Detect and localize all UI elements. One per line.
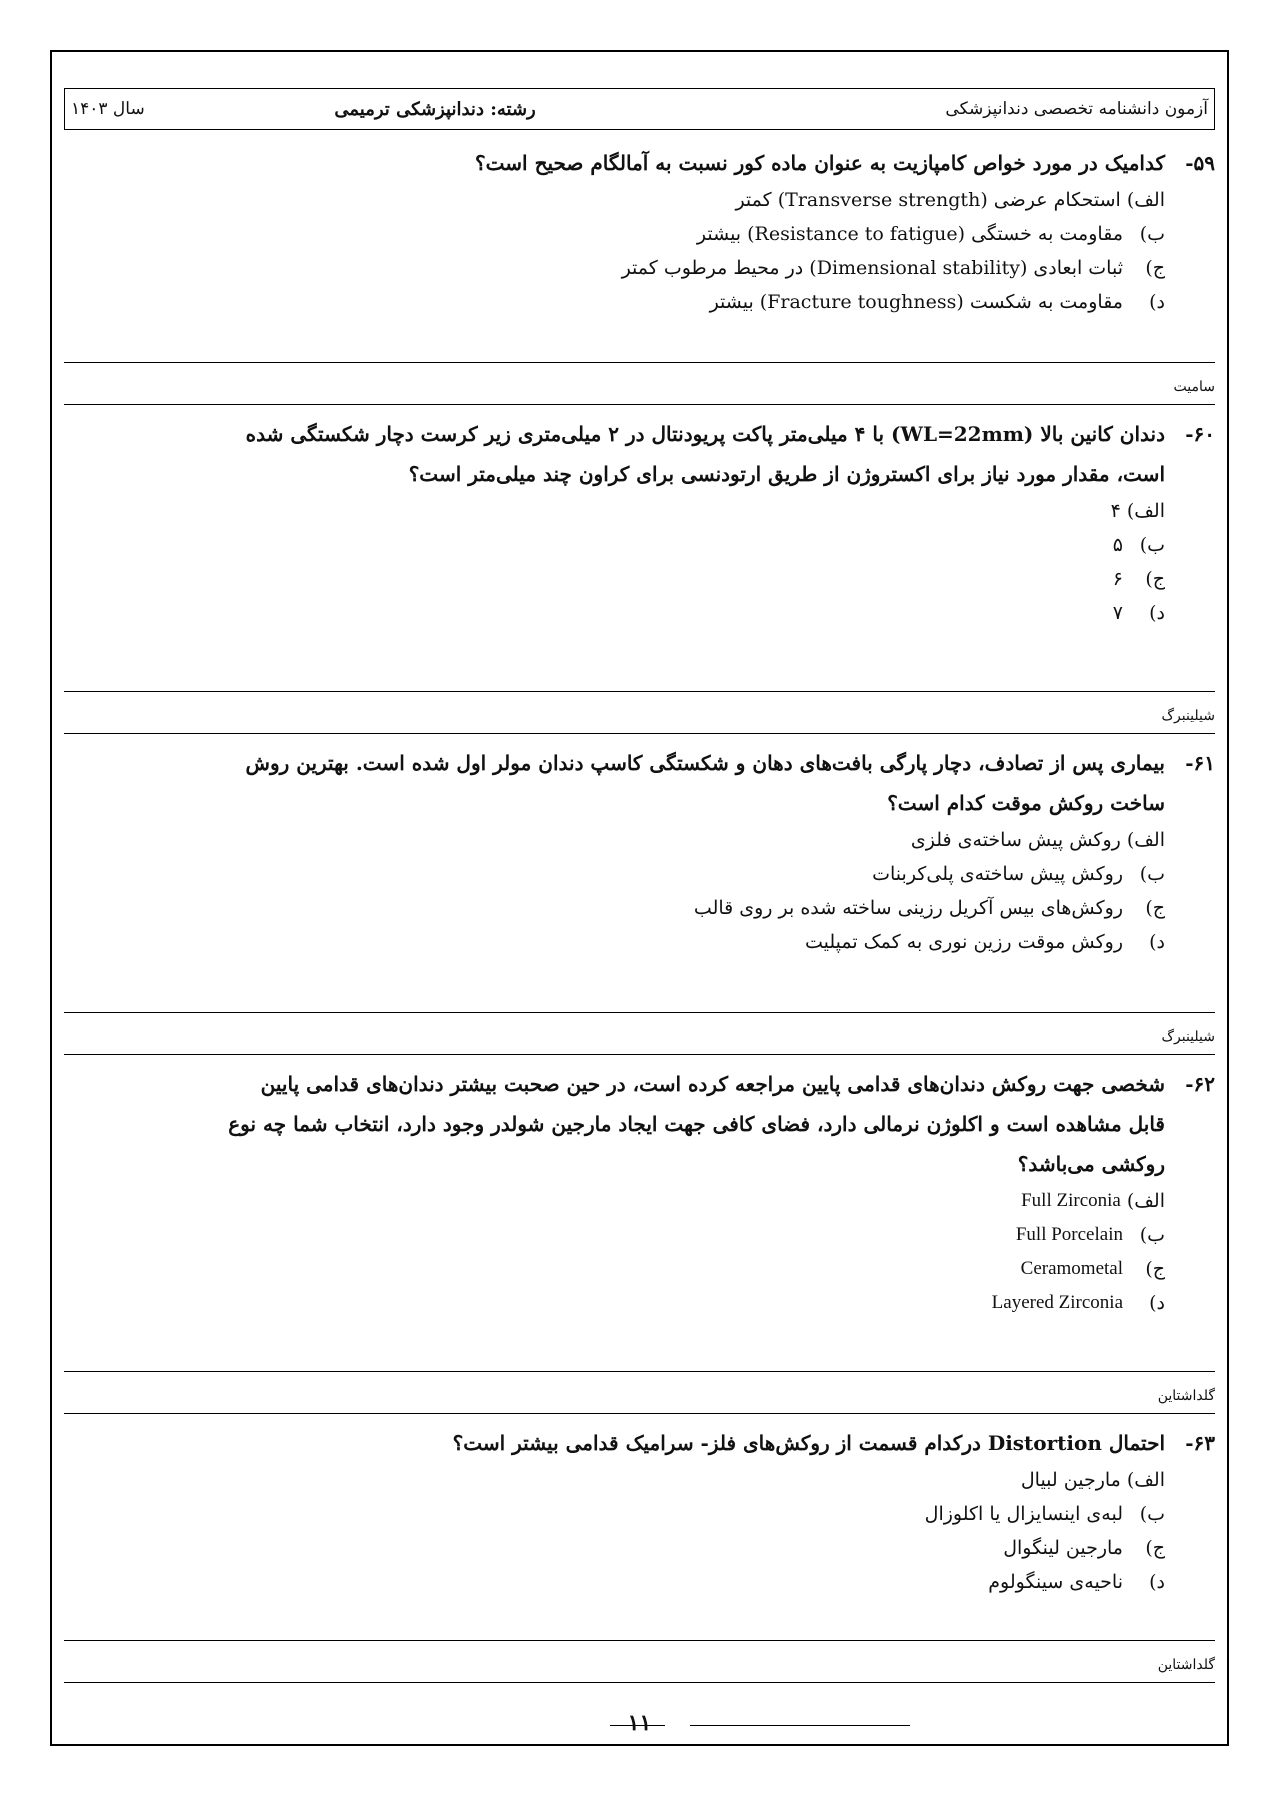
option-c: ج) مارجین لینگوال bbox=[1003, 1537, 1165, 1559]
exam-year: سال ۱۴۰۳ bbox=[71, 99, 145, 119]
question-text: بیماری پس از تصادف، دچار پارگی بافت‌های دهان و شکستگی کاسپ دندان مولر اول شده است. بهترین روش ساخت روکش موقت کدام است؟ bbox=[245, 751, 1165, 815]
question-text: شخصی جهت روکش دندان‌های قدامی پایین مراجعه کرده است، در حین صحبت بیشتر دندان‌های قدامی پایین قابل مشاهده است و اکلوژن نرمالی دارد، فضای کافی جهت ایجاد مارجین شولدر وجود دارد، انتخاب شما چه نوع روکشی می‌باشد؟ bbox=[228, 1072, 1165, 1176]
question-number: ۶۰- bbox=[1185, 422, 1215, 446]
option-b: ب) Full Porcelain bbox=[1015, 1224, 1165, 1246]
option-d: د) روکش موقت رزین نوری به کمک تمپلیت bbox=[804, 931, 1165, 953]
option-d: د) ناحیه‌ی سینگولوم bbox=[988, 1571, 1165, 1593]
field-title: رشته: دندانپزشکی ترمیمی bbox=[334, 98, 536, 120]
divider bbox=[64, 1640, 1215, 1641]
options-list bbox=[64, 823, 1215, 959]
option-a: الف) استحکام عرضی (Transverse strength) کمتر bbox=[735, 189, 1165, 211]
question-number: ۶۲- bbox=[1185, 1072, 1215, 1096]
option-d: د) Layered Zirconia bbox=[991, 1292, 1165, 1314]
source-label: شیلینبرگ bbox=[1161, 708, 1215, 724]
divider bbox=[64, 1012, 1215, 1013]
question-number: ۶۳- bbox=[1185, 1431, 1215, 1455]
divider bbox=[64, 733, 1215, 734]
option-a: الف) روکش پیش ساخته‌ی فلزی bbox=[910, 829, 1165, 851]
options-list bbox=[64, 1463, 1215, 1599]
option-c: ج) Ceramometal bbox=[1020, 1258, 1165, 1280]
question-text: احتمال Distortion درکدام قسمت از روکش‌های فلز- سرامیک قدامی بیشتر است؟ bbox=[452, 1431, 1165, 1455]
option-d: د) مقاومت به شکست (Fracture toughness) بیشتر bbox=[709, 291, 1165, 313]
question-62 bbox=[64, 1064, 1215, 1320]
exam-name: آزمون دانشنامه تخصصی دندانپزشکی bbox=[945, 99, 1208, 119]
option-a: الف) ۴ bbox=[1110, 500, 1165, 522]
source-label: گلداشتاین bbox=[1157, 1657, 1215, 1673]
divider bbox=[64, 691, 1215, 692]
option-a: الف) Full Zirconia bbox=[1021, 1190, 1165, 1212]
page-number: ۱۱ bbox=[627, 1710, 652, 1736]
option-b: ب) ۵ bbox=[1112, 534, 1165, 556]
question-59 bbox=[64, 143, 1215, 319]
options-list bbox=[64, 1184, 1215, 1320]
options-list bbox=[64, 183, 1215, 319]
divider bbox=[64, 1682, 1215, 1683]
question-63 bbox=[64, 1423, 1215, 1599]
option-c: ج) ۶ bbox=[1112, 568, 1165, 590]
divider bbox=[64, 1371, 1215, 1372]
question-number: ۵۹- bbox=[1185, 151, 1215, 175]
option-b: ب) لبه‌ی اینسایزال یا اکلوزال bbox=[924, 1503, 1165, 1525]
option-b: ب) مقاومت به خستگی (Resistance to fatigue) بیشتر bbox=[696, 223, 1165, 245]
page-header bbox=[64, 88, 1215, 130]
source-label: سامیت bbox=[1173, 379, 1215, 395]
divider bbox=[64, 404, 1215, 405]
option-b: ب) روکش پیش ساخته‌ی پلی‌کربنات bbox=[872, 863, 1165, 885]
source-label: گلداشتاین bbox=[1157, 1388, 1215, 1404]
question-number: ۶۱- bbox=[1185, 751, 1215, 775]
option-c: ج) روکش‌های بیس آکریل رزینی ساخته شده بر روی قالب bbox=[693, 897, 1165, 919]
divider bbox=[64, 1054, 1215, 1055]
option-c: ج) ثبات ابعادی (Dimensional stability) در محیط مرطوب کمتر bbox=[621, 257, 1165, 279]
divider bbox=[64, 362, 1215, 363]
divider bbox=[64, 1413, 1215, 1414]
question-61 bbox=[64, 743, 1215, 959]
option-a: الف) مارجین لبیال bbox=[1020, 1469, 1165, 1491]
question-60 bbox=[64, 414, 1215, 630]
source-label: شیلینبرگ bbox=[1161, 1029, 1215, 1045]
question-text: کدامیک در مورد خواص کامپازیت به عنوان ماده کور نسبت به آمالگام صحیح است؟ bbox=[475, 151, 1165, 175]
option-d: د) ۷ bbox=[1112, 602, 1165, 624]
options-list bbox=[64, 494, 1215, 630]
question-text: دندان کانین بالا (WL=22mm) با ۴ میلی‌متر پاکت پریودنتال در ۲ میلی‌متری زیر کرست دچار شکستگی شده است، مقدار مورد نیاز برای اکستروژن از طریق ارتودنسی برای کراون چند میلی‌متر است؟ bbox=[245, 422, 1165, 486]
